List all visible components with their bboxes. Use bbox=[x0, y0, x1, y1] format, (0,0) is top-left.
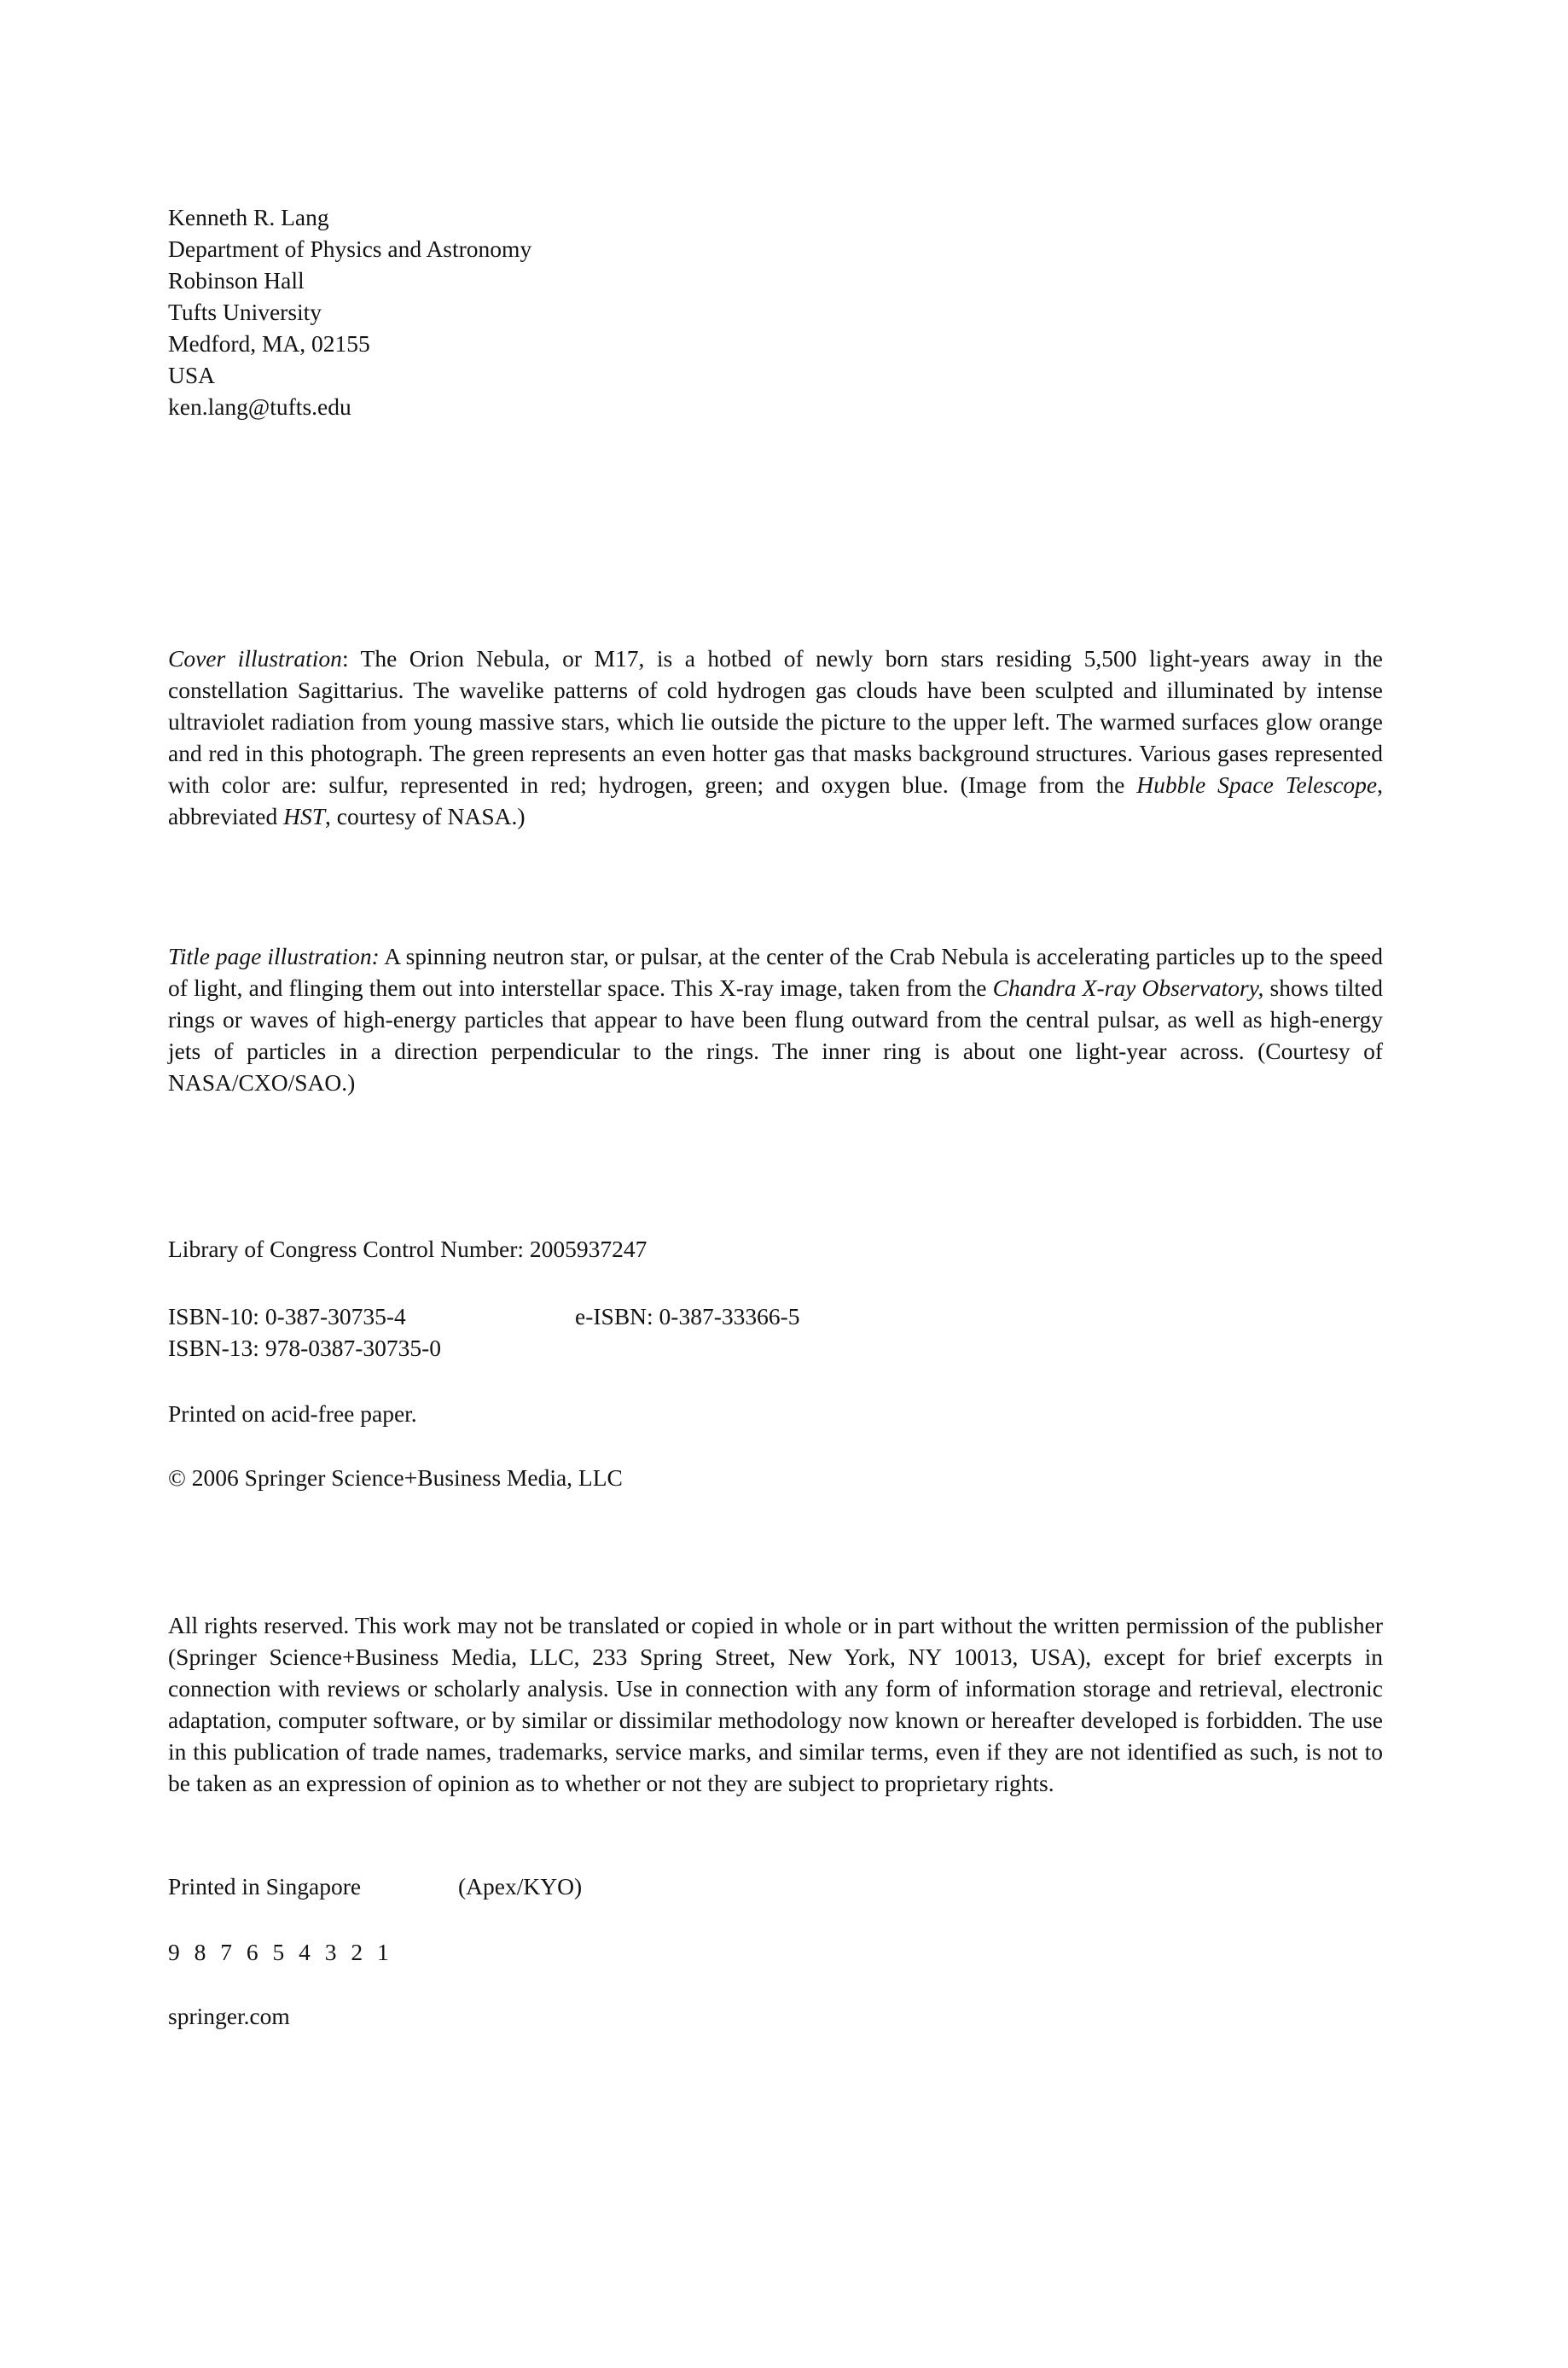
author-address-block bbox=[168, 201, 1383, 422]
isbn-row bbox=[168, 1300, 1383, 1332]
author-country: USA bbox=[168, 362, 216, 388]
isbn-10: ISBN-10: 0-387-30735-4 bbox=[168, 1303, 406, 1329]
library-of-congress-line: Library of Congress Control Number: 2005937247 bbox=[168, 1236, 648, 1262]
e-isbn: e-ISBN: 0-387-33366-5 bbox=[575, 1303, 800, 1329]
printed-in-location: Printed in Singapore bbox=[168, 1873, 362, 1900]
author-department: Department of Physics and Astronomy bbox=[168, 236, 532, 262]
author-name: Kenneth R. Lang bbox=[168, 204, 329, 230]
cover-illustration-paragraph: Cover illustration: The Orion Nebula, or M17, is a hotbed of newly born stars residing 5,500 light-years away in the constellation Sagittarius. The wavelike patterns of cold hydrogen gas clouds have been sculpted and illuminated by intense ultraviolet radiation from young massive stars, which lie outside the picture to the upper left. The warmed surfaces glow orange and red in this photograph. The green represents an even hotter gas that masks background structures. Various gases represented with color are: sulfur, represented in red; hydrogen, green; and oxygen blue. (Image from the Hubble Space Telescope, abbreviated HST, courtesy of NASA.) bbox=[168, 645, 1384, 829]
all-rights-reserved-paragraph: All rights reserved. This work may not be translated or copied in whole or in part without the written permission of the publisher (Springer Science+Business Media, LLC, 233 Spring Street, New York, NY 10013, USA), except for brief excerpts in connection with reviews or scholarly analysis. Use in connection with any form of information storage and retrieval, electronic adaptation, computer software, or by similar or dissimilar methodology now known or hereafter developed is forbidden. The use in this publication of trade names, trademarks, service marks, and similar terms, even if they are not identified as such, is not to be taken as an expression of opinion as to whether or not they are subject to proprietary rights. bbox=[168, 1612, 1383, 1796]
print-run-numbers: 9 8 7 6 5 4 3 2 1 bbox=[168, 1939, 389, 1965]
copyright-line: © 2006 Springer Science+Business Media, LLC bbox=[168, 1464, 623, 1491]
printer-code: (Apex/KYO) bbox=[458, 1873, 583, 1900]
author-building: Robinson Hall bbox=[168, 267, 305, 294]
isbn-13: ISBN-13: 978-0387-30735-0 bbox=[168, 1335, 442, 1361]
acid-free-paper-line: Printed on acid-free paper. bbox=[168, 1400, 417, 1427]
publisher-website: springer.com bbox=[168, 2003, 290, 2029]
printed-in-row bbox=[168, 1871, 1383, 1902]
copyright-page bbox=[168, 201, 1383, 2032]
author-university: Tufts University bbox=[168, 299, 322, 325]
author-city: Medford, MA, 02155 bbox=[168, 330, 370, 357]
title-page-illustration-paragraph: Title page illustration: A spinning neutron star, or pulsar, at the center of the Crab Nebula is accelerating particles up to the speed of light, and flinging them out into interstellar space. This X-ray image, taken from the Chandra X-ray Observatory, shows tilted rings or waves of high-energy particles that appear to have been flung outward from the central pulsar, as well as high-energy jets of particles in a direction perpendicular to the rings. The inner ring is about one light-year across. (Courtesy of NASA/CXO/SAO.) bbox=[168, 943, 1384, 1096]
author-email: ken.lang@tufts.edu bbox=[168, 393, 351, 420]
